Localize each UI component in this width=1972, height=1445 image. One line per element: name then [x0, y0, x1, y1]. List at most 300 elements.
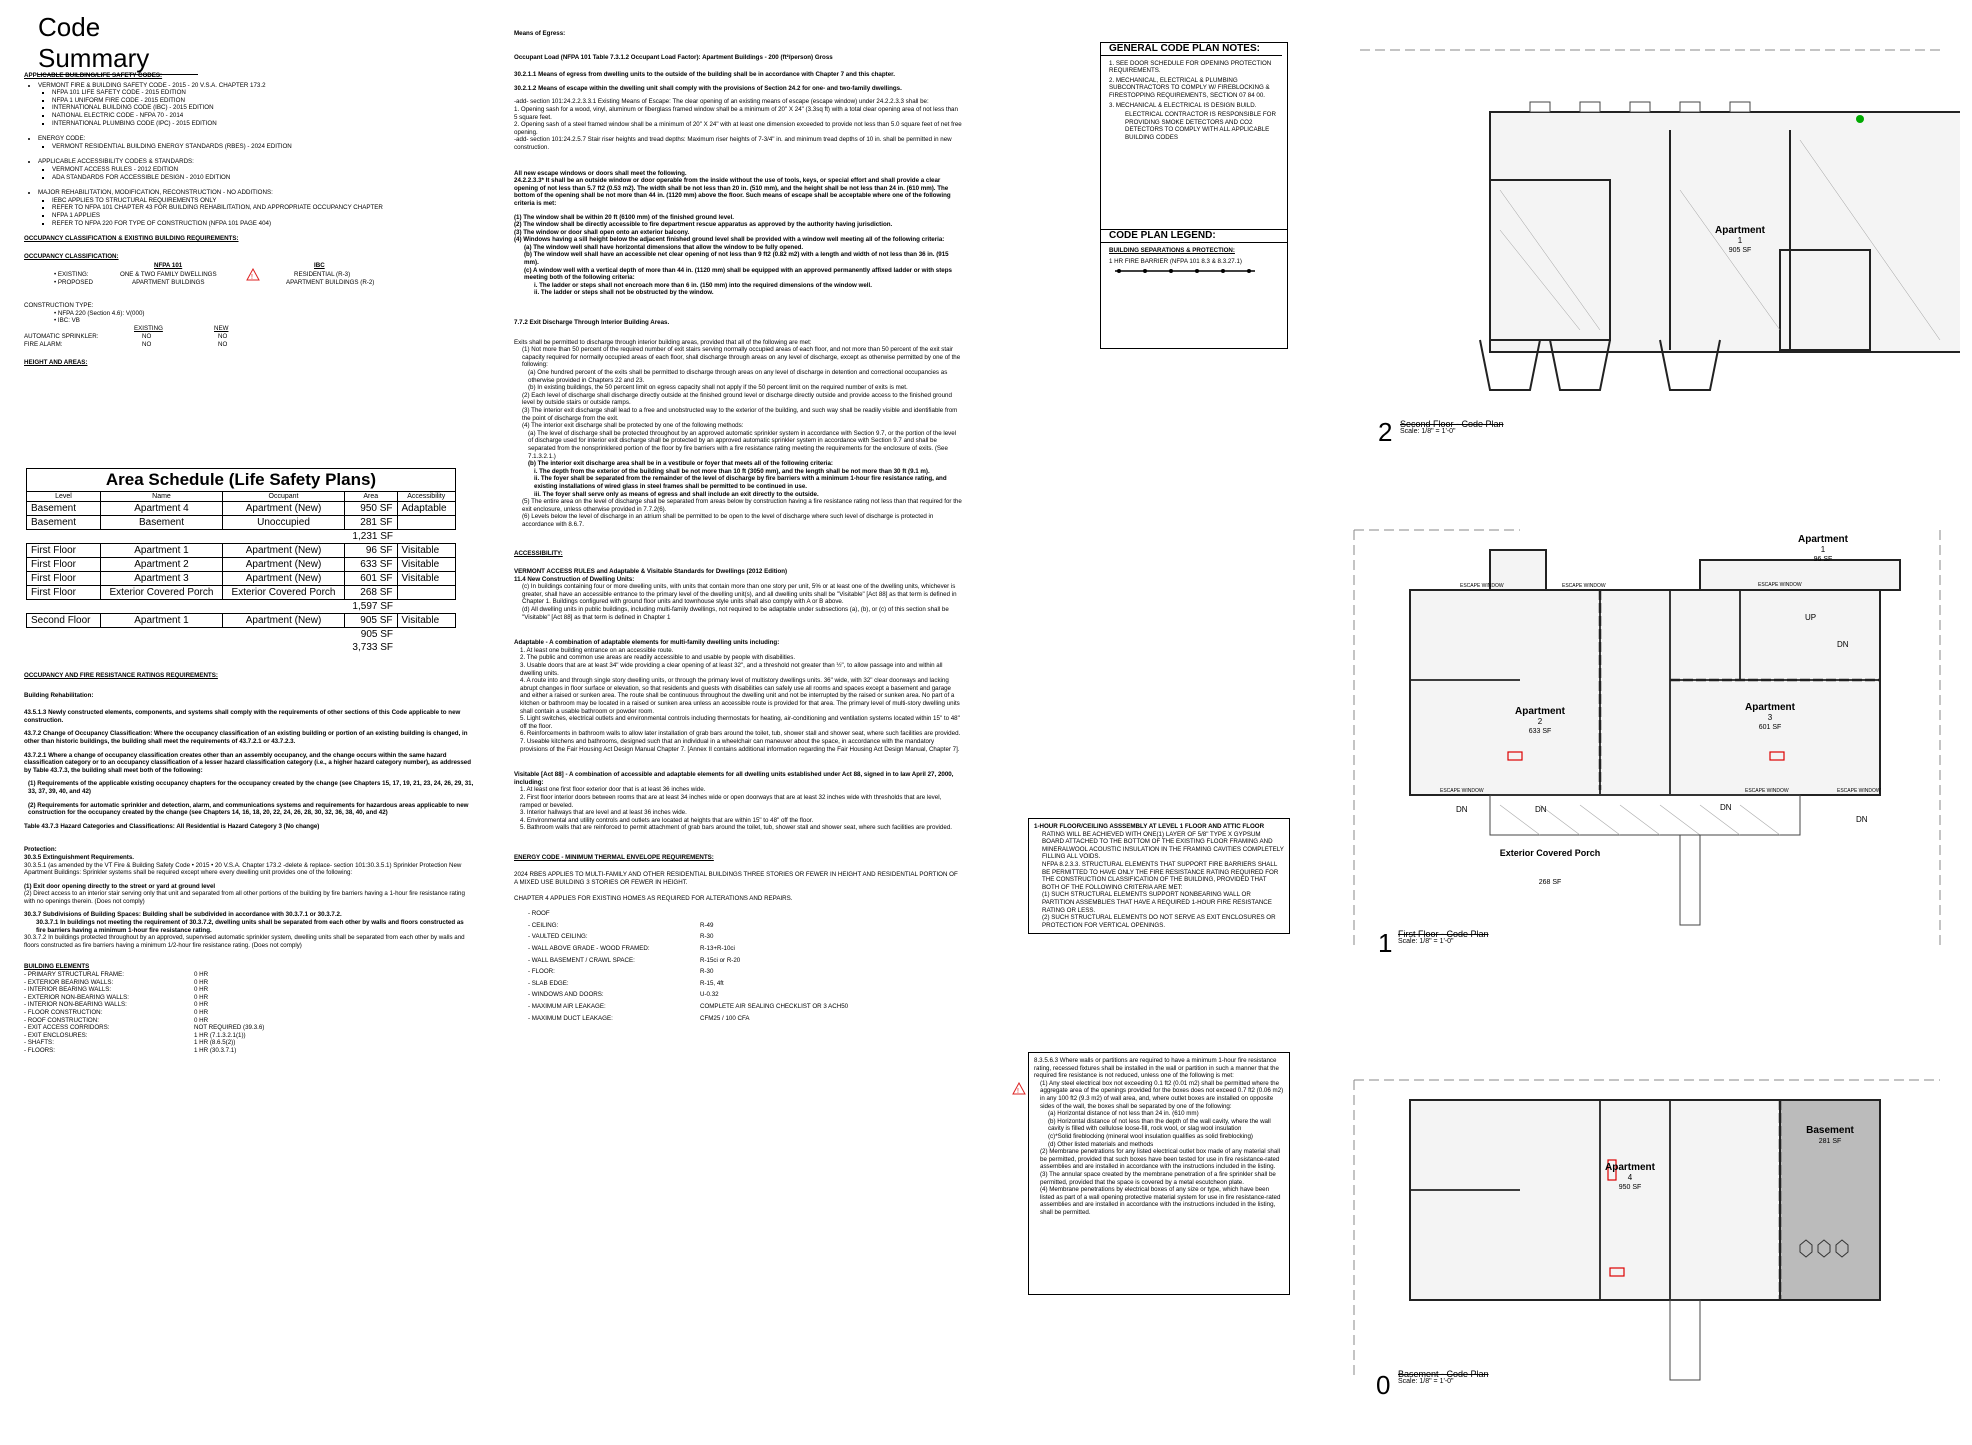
element-row: [24, 979, 474, 987]
element-value: 0 HR: [194, 1016, 209, 1024]
area-cell: Exterior Covered Porch: [100, 586, 222, 600]
first-plan-label: [1378, 928, 1392, 959]
element-label: - SHAFTS:: [24, 1039, 54, 1047]
discharge-p2: (1) Not more than 50 percent of the required number of exit stairs serving normally occupied areas of each floor, and not more than 50 percent of the exit stair capacity required for normally occupied areas of each floor, shall discharge through areas on any level of discharge, except as otherwise permitted by one of the following:: [522, 346, 961, 369]
area-cell: Exterior Covered Porch: [223, 586, 345, 600]
apt2-name: Apartment: [1514, 706, 1566, 717]
area-cell: 281 SF: [345, 516, 398, 530]
penetration-p6: (d) Other listed materials and methods: [1048, 1140, 1154, 1148]
legend-section: [1101, 229, 1287, 278]
construction-heading: CONSTRUCTION TYPE:: [24, 302, 94, 310]
access-item: 3. Interior hallways that are level and at least 36 inches wide.: [520, 809, 687, 817]
elements-heading: BUILDING ELEMENTS: [24, 963, 90, 971]
construction-0: • NFPA 220 (Section 4.6): V(000): [54, 309, 145, 317]
first-plan-title: First Floor - Code Plan: [1398, 929, 1489, 939]
occ-nfpa-1: APARTMENT BUILDINGS: [132, 279, 205, 287]
energy-p2: CHAPTER 4 APPLIES FOR EXISTING HOMES AS REQUIRED FOR ALTERATIONS AND REPAIRS.: [514, 894, 793, 902]
apt1-num: 1: [1820, 545, 1826, 554]
code-sub-item: ▪ REFER TO NFPA 220 FOR TYPE OF CONSTRUCTION (NFPA 101 PAGE 404): [52, 220, 494, 228]
area-cell: [397, 586, 455, 600]
code-sub-item: ▪ NATIONAL ELECTRIC CODE - NFPA 70 - 2014: [52, 112, 494, 120]
legend-sub: BUILDING SEPARATIONS & PROTECTION:: [1109, 246, 1235, 254]
code-group: [38, 189, 494, 227]
element-row: [24, 1047, 474, 1055]
code-sub-item: ▪ NFPA 101 LIFE SAFETY CODE - 2015 EDITION: [52, 89, 494, 97]
element-label: - EXIT ENCLOSURES:: [24, 1031, 88, 1039]
code-sub-list: [38, 197, 494, 227]
elements-list: [24, 971, 474, 1055]
egress-p12: (4) Windows having a sill height below the adjacent finished ground level shall be provided with a window well meeting all of the following criteria:: [514, 236, 945, 244]
energy-value: CFM25 / 100 CFA: [700, 1014, 750, 1022]
second-plan-title-wrap: [1400, 420, 1504, 437]
warning-triangle-icon: [1012, 1082, 1026, 1095]
egress-p5: 2. Opening sash of a steel framed window shall be a minimum of 20" X 24" with at least one dimension exceeded to provide not less than 5.0 square feet of net free opening.: [514, 121, 962, 136]
sprinkler-table: [24, 325, 494, 351]
dn-label: DN: [1856, 815, 1868, 824]
discharge-p4: (b) In existing buildings, the 50 percent limit on egress capacity shall not apply if the 50 percent limit on the required number of exits is met.: [528, 384, 908, 392]
area-cell: Apartment 3: [100, 572, 222, 586]
area-cell: Basement: [100, 516, 222, 530]
escape-window-label: ESCAPE WINDOW: [1562, 583, 1606, 589]
area-cell: Apartment 1: [100, 544, 222, 558]
sprinkler-new: NO: [218, 333, 228, 341]
access-item: 2. First floor interior doors between rooms that are at least 34 inches wide or open doorways that are at least 32 inches wide with thresholds that are level, ramped or beveled.: [520, 793, 942, 809]
discharge-heading: 7.7.2 Exit Discharge Through Interior Building Areas.: [514, 319, 670, 327]
area-cell: Apartment 2: [100, 558, 222, 572]
area-cell: First Floor: [27, 544, 101, 558]
alarm-label: FIRE ALARM:: [24, 341, 63, 349]
discharge-p11: ii. The foyer shall be separated from the remainder of the level of discharge by fire barriers with a minimum 1-hour fire resistance rating, and existing installations of wired glass in steel frames shall be permitted to be continued in use.: [534, 475, 947, 490]
dn-label: DN: [1456, 805, 1468, 814]
dn-label: DN: [1535, 805, 1547, 814]
area-total-row: [27, 628, 456, 642]
penetration-p2: (1) Any steel electrical box not exceeding 0.1 ft2 (0.01 m2) shall be permitted where the aggregate area of the openings provided for the boxes does not exceed 0.7 ft2 (0.06 m2) in any 100 ft2 (9.3 m2) of wall area, and, where outlet boxes are installed on opposite sides of the wall, the boxes shall be separated by one of the following:: [1040, 1079, 1284, 1110]
second-room-num: 1: [1737, 236, 1743, 245]
energy-label: - ROOF: [528, 910, 550, 918]
column-1: [24, 72, 494, 367]
energy-label: - MAXIMUM AIR LEAKAGE:: [528, 1003, 606, 1010]
area-cell: Apartment (New): [223, 544, 345, 558]
access-item: 4. Environmental and utility controls and outlets are located at heights that are within 15" to 48" off the floor.: [520, 816, 814, 824]
access-item: 2. The public and common use areas are readily accessible to and usable by people with disabilities.: [520, 654, 796, 662]
area-total: 905 SF: [360, 629, 394, 640]
element-label: - FLOORS:: [24, 1046, 55, 1054]
escape-window-label: ESCAPE WINDOW: [1745, 788, 1789, 794]
code-group: [38, 158, 494, 181]
discharge-p9: (b) The interior exit discharge area shall be in a vestibule or foyer that meets all of the following criteria:: [528, 460, 833, 468]
apt4-area: 950 SF: [1618, 1184, 1642, 1191]
energy-value: U-0.32: [700, 991, 719, 999]
second-plan-num: 2: [1378, 417, 1393, 447]
energy-label: - SLAB EDGE:: [528, 979, 569, 987]
area-cell: 633 SF: [345, 558, 398, 572]
area-cell: Visitable: [397, 558, 455, 572]
code-group-label: APPLICABLE ACCESSIBILITY CODES & STANDARDS:: [38, 158, 194, 166]
assembly-box: [1028, 818, 1290, 934]
code-sub-list: [38, 143, 494, 151]
area-total: 1,231 SF: [352, 531, 394, 542]
energy-row: [528, 910, 962, 918]
protection-p3: (1) Exit door opening directly to the street or yard at ground level: [24, 882, 216, 890]
discharge-p3: (a) One hundred percent of the exits shall be permitted to discharge through areas on any level of discharge in detention and correctional occupancies as otherwise provided in Chapters 22 and 23.: [528, 369, 948, 384]
element-label: - FLOOR CONSTRUCTION:: [24, 1009, 103, 1016]
code-sub-item: ▪ VERMONT ACCESS RULES - 2012 EDITION: [52, 166, 494, 174]
area-cell: Apartment (New): [223, 614, 345, 628]
general-notes-box: [1100, 42, 1288, 349]
element-value: 0 HR: [194, 1001, 209, 1009]
access-item: 7. Useable kitchens and bathrooms, designed such that an individual in a wheelchair can maneuver about the space, in accordance with the mandatory provisions of the Fair Housing Act Design Manual Chapter 7. [Annex II contains additional information regarding the Fair Housing Act Design Manual, Chapter 7].: [520, 737, 960, 753]
element-label: - INTERIOR NON-BEARING WALLS:: [24, 1001, 127, 1009]
note-bullet: ELECTRICAL CONTRACTOR IS RESPONSIBLE FOR PROVIDING SMOKE DETECTORS AND CO2 DETECTORS TO COMPLY WITH ALL APPLICABLE BUILDING CODES: [1125, 111, 1276, 141]
element-row: [24, 1024, 474, 1032]
code-sub-item: ▪ NFPA 1 APPLIES: [52, 212, 494, 220]
discharge-p5: (2) Each level of discharge shall discharge directly outside at the finished ground level or discharge directly outside and provide access to the finished ground level by outside stairs or outside ramps.: [522, 391, 952, 407]
egress-p9: (1) The window shall be within 20 ft (6100 mm) of the finished ground level.: [514, 213, 735, 221]
penetration-p9: (4) Membrane penetrations by electrical boxes of any size or type, which have been listed as part of a wall opening protective material system for use in fire resistance-rated assemblies and are installed in accordance with the instructions included in the listing, shall be permitted.: [1040, 1186, 1281, 1216]
alarm-new: NO: [218, 341, 228, 349]
access-item: 4. A route into and through single story dwelling units, or through the primary level of multistory dwellings units. 36" wide, with 32" clear doorways and lacking abrupt changes in floor surface or elevation, so that residents and guests with disabilities can safely use all rooms and spaces except a basement and garage and either a raised or sunken area. The route shall be continuous throughout the dwelling unit and not be interrupted by the raised or sunken area. No part of a kitchen or bathroom may be located in a raised or sunken area unless an accessible route is provided for that area. The primary level of multi-story dwelling units shall contain a usable bathroom or powder room.: [520, 677, 960, 715]
assembly-item: NFPA 8.2.3.3. STRUCTURAL ELEMENTS THAT SUPPORT FIRE BARRIERS SHALL BE PERMITTED TO HAVE ONLY THE FIRE RESISTANCE RATING REQUIRED FOR THE CONSTRUCTION CLASSIFICATION OF THE BUILDING, PROVIDED THAT BOTH OF THE FOLLOWING CRITERIA ARE MET:: [1042, 860, 1279, 891]
column-2: [514, 30, 962, 1026]
apt3-area: 601 SF: [1758, 724, 1782, 731]
element-row: [24, 986, 474, 994]
dn-label: DN: [1837, 640, 1849, 649]
energy-label: - VAULTED CEILING:: [528, 933, 588, 941]
area-schedule-title: Area Schedule (Life Safety Plans): [27, 469, 456, 492]
area-cell: 601 SF: [345, 572, 398, 586]
code-sub-item: ▪ IEBC APPLIES TO STRUCTURAL REQUIREMENTS ONLY: [52, 197, 494, 205]
legend-item: 1 HR FIRE BARRIER (NFPA 101 8.3 & 8.3.27.1): [1109, 258, 1242, 266]
area-cell: 905 SF: [345, 614, 398, 628]
second-plan-scale: Scale: 1/8" = 1'-0": [1400, 428, 1456, 436]
element-value: 1 HR (7.1.3.2.1(1)): [194, 1031, 246, 1039]
discharge-p1: Exits shall be permitted to discharge through interior building areas, provided that all of the following are met:: [514, 338, 812, 346]
area-header-cell: Occupant: [223, 492, 345, 502]
energy-value: R-15ci or R-20: [700, 956, 741, 964]
porch-area: 268 SF: [1538, 879, 1562, 886]
fire-barrier-line-icon: [1115, 266, 1255, 276]
discharge-p13: (5) The entire area on the level of discharge shall be separated from areas below by construction having a fire resistance rating not less than that required for the exit enclosure, unless otherwise provided in 7.7.2(6).: [522, 498, 962, 513]
area-cell: First Floor: [27, 558, 101, 572]
apt4-name: Apartment: [1604, 1162, 1656, 1173]
egress-heading: Means of Egress:: [514, 30, 566, 37]
area-header-cell: Level: [27, 492, 101, 502]
code-group-label: MAJOR REHABILITATION, MODIFICATION, RECONSTRUCTION - NO ADDITIONS:: [38, 189, 273, 197]
accessibility-sub: VERMONT ACCESS RULES and Adaptable & Visitable Standards for Dwellings (2012 Edition): [514, 568, 788, 576]
energy-label: - WALL ABOVE GRADE - WOOD FRAMED:: [528, 945, 650, 953]
energy-label: - WINDOWS AND DOORS:: [528, 991, 604, 999]
vent-icon: [1856, 115, 1864, 123]
dn-label: DN: [1720, 803, 1732, 812]
discharge-p14: (6) Levels below the level of discharge in an atrium shall be permitted to be open to the level of discharge where such level of discharge is protected in accordance with 8.6.7.: [522, 513, 934, 528]
codes-ul: [24, 82, 494, 228]
area-cell: Unoccupied: [223, 516, 345, 530]
element-value: 0 HR: [194, 971, 209, 979]
egress-p7: All new escape windows or doors shall meet the following.: [514, 169, 687, 177]
egress-p1: 30.2.1.1 Means of egress from dwelling units to the outside of the building shall be in accordance with Chapter 7 and this chapter.: [514, 71, 895, 79]
page-title: Code Summary: [38, 12, 198, 75]
second-plan-title: Second Floor - Code Plan: [1400, 419, 1504, 429]
area-cell: Visitable: [397, 544, 455, 558]
warning-triangle-icon: [246, 268, 260, 281]
egress-p15: (c) A window well with a vertical depth of more than 44 in. (1120 mm) shall be equipped with an approved permanently affixed ladder or with steps meeting both of the following criteria:: [524, 266, 952, 282]
access-item: 5. Bathroom walls that are reinforced to permit attachment of grab bars around the toilet, tub, shower stall and shower seat, where such facilities are provided.: [520, 824, 952, 832]
area-total-row: [27, 641, 456, 654]
egress-p4: 1. Opening sash for a wood, vinyl, aluminum or fiberglass framed window shall be a minimum of 20" X 24" (3.3sq ft) with a total clear opening area of not less than 5 square feet.: [514, 105, 958, 121]
element-label: - EXTERIOR NON-BEARING WALLS:: [24, 993, 129, 1001]
egress-p16: i. The ladder or steps shall not encroach more than 6 in. (150 mm) into the required dimensions of the window well.: [534, 281, 872, 289]
rehab-heading: Building Rehabilitation:: [24, 691, 94, 699]
area-header-cell: Name: [100, 492, 222, 502]
visitable-list: [514, 786, 962, 832]
assembly-item: (2) SUCH STRUCTURAL ELEMENTS DO NOT SERVE AS EXIT ENCLOSURES OR PROTECTION FOR VERTICAL OPENINGS.: [1042, 914, 1276, 929]
energy-row: [528, 957, 962, 965]
element-label: - ROOF CONSTRUCTION:: [24, 1016, 99, 1024]
notes-list: [1101, 56, 1287, 146]
egress-p8: 24.2.2.3.3* It shall be an outside window or door operable from the inside without the use of tools, keys, or special effort and shall provide a clear opening of not less than 5.7 ft2 (0.53 m2). The width shall be not less than 20 in. (510 mm), and the height shall be not less than 24 in. (610 mm). The bottom of the opening shall be not more than 44 in. (1120 mm) above the floor. Such means of escape shall be acceptable where one of the following criteria is met:: [514, 177, 951, 207]
second-room-name: Apartment: [1714, 225, 1766, 236]
escape-window-label: ESCAPE WINDOW: [1460, 583, 1504, 589]
area-row: [27, 544, 456, 558]
protection-p2: 30.3.5.1 (as amended by the VT Fire & Building Safety Code • 2015 • 20 V.S.A. Chapter 173.2 -delete & replace- section 101:30.3.5.1) Sprinkler Protection New Apartment Buildings: Sprinkler systems shall be required except where every dwelling unit provides one of the following:: [24, 861, 462, 877]
egress-p17: ii. The ladder or steps shall not be obstructed by the window.: [534, 289, 714, 297]
alarm-existing: NO: [142, 341, 152, 349]
energy-row: [528, 945, 962, 953]
energy-list: [514, 910, 962, 1022]
porch-name: Exterior Covered Porch: [1499, 848, 1601, 858]
first-plan-num: 1: [1378, 928, 1393, 958]
basement-plan: [1340, 1060, 1960, 1390]
energy-label: - CEILING:: [528, 921, 559, 929]
basement-plan-num: 0: [1376, 1370, 1391, 1400]
discharge-p8: (a) The level of discharge shall be protected throughout by an approved automatic sprinkler system in accordance with Section 9.7, or the portion of the level of discharge used for interior exit discharge shall be protected by an approved automatic sprinkler system in accordance with Section 9.7 and shall be separated from the nonsprinklered portion of the floor by fire barriers with a fire resistance rating meeting the requirements for the enclosure of exits. (See 7.1.3.2.1.): [528, 429, 957, 460]
code-group-label: ENERGY CODE:: [38, 135, 86, 143]
area-cell: Apartment (New): [223, 502, 345, 516]
energy-value: R-30: [700, 968, 714, 976]
discharge-p6: (3) The interior exit discharge shall lead to a free and unobstructed way to the exterior of the building, and such way shall be readily visible and identifiable from the point of discharge from the exit.: [522, 406, 958, 422]
discharge-p7: (4) The interior exit discharge shall be protected by one of the following methods:: [522, 422, 744, 430]
occupancy-sub: OCCUPANCY CLASSIFICATION:: [24, 252, 119, 260]
element-value: 0 HR: [194, 993, 209, 1001]
area-cell: 96 SF: [345, 544, 398, 558]
energy-value: R-49: [700, 921, 714, 929]
code-sub-item: ▪ VERMONT RESIDENTIAL BUILDING ENERGY STANDARDS (RBES) - 2024 EDITION: [52, 143, 494, 151]
escape-window-label: ESCAPE WINDOW: [1837, 788, 1881, 794]
first-plan-title-wrap: [1398, 930, 1489, 947]
area-row: [27, 586, 456, 600]
notes-title: GENERAL CODE PLAN NOTES:: [1101, 43, 1282, 56]
protection-p4: (2) Direct access to an interior stair serving only that unit and separated from all other portions of the building by fire barriers having a 1-hour fire resistance rating with no openings therein. (Does not comply): [24, 890, 465, 905]
second-floor-plan: [1340, 40, 1960, 450]
area-cell: Visitable: [397, 572, 455, 586]
rehab-p2: 43.7.2 Change of Occupancy Classification: Where the occupancy classification of an existing building or portion of an existing building is changed, in other than historic buildings, the building shall meet the requirements of 43.7.2.1 or 43.7.2.3.: [24, 730, 468, 745]
egress-p14: (b) The window well shall have an accessible net clear opening of not less than 9 ft2 (0.82 m2) with a length and width of not less than 36 in. (915 mm).: [524, 251, 949, 267]
assembly-list: [1034, 831, 1284, 930]
penetration-p4: (b) Horizontal distance of not less than the depth of the wall cavity, where the wall cavity is filled with cellulose loose-fill, rock wool, or slag wool insulation: [1048, 1117, 1271, 1133]
area-cell: Apartment 4: [100, 502, 222, 516]
sprinkler-new-col: NEW: [214, 325, 229, 333]
egress-p11: (3) The window or door shall open onto an exterior balcony.: [514, 228, 690, 236]
access-item: 3. Usable doors that are at least 34" wide providing a clear opening of at least 32", and a threshold not greater than ½", to allow passage into and within all dwelling units.: [520, 662, 943, 677]
basement-plan-scale: Scale: 1/8" = 1'-0": [1398, 1378, 1454, 1386]
legend-title: CODE PLAN LEGEND:: [1101, 230, 1287, 243]
applicable-codes-list: [24, 82, 494, 228]
area-cell: 268 SF: [345, 586, 398, 600]
occupancy-table: [24, 262, 494, 298]
first-floor-plan: [1340, 520, 1960, 960]
area-cell: First Floor: [27, 572, 101, 586]
accessibility-p3: (d) All dwelling units in public buildings, including multi-family dwellings, not required to be adaptable under subsections (a), (b), or (c) of this section shall be "Visitable" [Act 88] as that term is defined in Chapter 1: [522, 606, 949, 621]
second-plan-label: [1378, 417, 1392, 448]
area-total-row: [27, 600, 456, 614]
nfpa-col: NFPA 101: [154, 262, 183, 270]
element-value: 1 HR (30.3.7.1): [194, 1046, 237, 1054]
element-row: [24, 1032, 474, 1040]
apt4-num: 4: [1627, 1173, 1633, 1182]
escape-window-label: ESCAPE WINDOW: [1440, 788, 1484, 794]
area-cell: 950 SF: [345, 502, 398, 516]
area-header-cell: Area: [345, 492, 398, 502]
code-group: [38, 135, 494, 150]
apt2-area: 633 SF: [1528, 728, 1552, 735]
element-value: 0 HR: [194, 1009, 209, 1016]
area-cell: Apartment (New): [223, 558, 345, 572]
applicable-heading: APPLICABLE BUILDING/LIFE SAFETY CODES:: [24, 72, 163, 79]
column-1-lower: [24, 672, 474, 1055]
protection-p7: 30.3.7.2 In buildings protected throughout by an approved, supervised automatic sprinkler system, dwelling units shall be separated from each other by walls and floors constructed as fire barriers having a minimum 1/2-hour fire resistance rating. (Does not comply): [24, 934, 465, 949]
occ-ibc-1: APARTMENT BUILDINGS (R-2): [286, 279, 375, 287]
access-item: 1. At least one building entrance on an accessible route.: [520, 646, 674, 654]
energy-heading: ENERGY CODE - MINIMUM THERMAL ENVELOPE REQUIREMENTS:: [514, 853, 714, 861]
note-item: 2. MECHANICAL, ELECTRICAL & PLUMBING SUBCONTRACTORS TO COMPLY W/ FIREBLOCKING & FIRESTOPPING REQUIREMENTS, SECTION 07 84 00.: [1109, 76, 1270, 99]
area-row: [27, 516, 456, 530]
energy-row: [528, 922, 962, 930]
assembly-title: 1-HOUR FLOOR/CEILING ASSSEMBLY AT LEVEL 1 FLOOR AND ATTIC FLOOR: [1034, 823, 1265, 830]
egress-p6: -add- section 101:24.2.5.7 Stair riser heights and tread depths: Maximum riser heights of 7-3/4" in. and minimum tread depths of 10 in. shall be permitted in new construction.: [514, 136, 952, 151]
rehab-p3: 43.7.2.1 Where a change of occupancy classification creates other than an assembly occupancy, and the change occurs within the same hazard classification category or to an occupancy classification of a lesser hazard classification category (i.e., a higher hazard category number), as addressed by Table 43.7.3, the building shall meet both of the following:: [24, 751, 472, 774]
second-room-area: 905 SF: [1728, 247, 1752, 254]
area-header-cell: Accessibility: [397, 492, 455, 502]
egress-occ-load: Occupant Load (NFPA 101 Table 7.3.1.2 Occupant Load Factor): Apartment Buildings - 200 (ft²/person) Gross: [514, 53, 833, 61]
apt2-num: 2: [1537, 717, 1543, 726]
code-sub-list: [38, 89, 494, 127]
egress-p3: -add- section 101:24.2.2.3.3.1 Existing Means of Escape: The clear opening of an existing means of escape (escape window) under 24.2.2.3.3 shall be:: [514, 98, 929, 106]
energy-row: [528, 1015, 962, 1023]
element-value: NOT REQUIRED (39.3.6): [194, 1024, 265, 1032]
element-label: - PRIMARY STRUCTURAL FRAME:: [24, 971, 124, 979]
sprinkler-existing-col: EXISTING: [134, 325, 163, 333]
code-sub-list: [38, 166, 494, 181]
assembly-item: RATING WILL BE ACHIEVED WITH ONE(1) LAYER OF 5/8" TYPE X GYPSUM BOARD ATTACHED TO THE BOTTOM OF THE EXISTING FLOOR FRAMING AND MINERALWOOL ACOUSTIC INSULATION IN THE FRAMING CAVITIES COMPLETELY FILLING ALL VOIDS.: [1042, 830, 1284, 861]
occ-nfpa-0: ONE & TWO FAMILY DWELLINGS: [120, 271, 217, 279]
construction-1: • IBC: VB: [54, 317, 80, 325]
basement-plan-title-wrap: [1398, 1370, 1489, 1387]
area-row: [27, 572, 456, 586]
penetration-p3: (a) Horizontal distance of not less than 24 in. (610 mm): [1048, 1110, 1199, 1118]
area-cell: Apartment (New): [223, 572, 345, 586]
penetration-p1: 8.3.5.6.3 Where walls or partitions are required to have a minimum 1-hour fire resistance rating, recessed fixtures shall be installed in the wall or partition in such a manner that the required fire resistance is not reduced, unless one of the following is met:: [1034, 1057, 1279, 1080]
visitable-intro: Visitable [Act 88] - A combination of accessible and adaptable elements for all dwelling units established under Act 88, signed in to law April 27, 2000, including:: [514, 771, 954, 786]
protection-p6: 30.3.7.1 In buildings not meeting the requirement of 30.3.7.2, dwelling units shall be separated from each other by walls and floors constructed as fire barriers having a minimum 1-hour fire resistance rating.: [36, 919, 464, 934]
svg-text:!: !: [1017, 1088, 1019, 1095]
basement-area: 281 SF: [1818, 1138, 1842, 1145]
element-value: 0 HR: [194, 978, 209, 986]
energy-row: [528, 933, 962, 941]
escape-window-label: ESCAPE WINDOW: [1758, 582, 1802, 588]
accessibility-heading: ACCESSIBILITY:: [514, 550, 563, 558]
first-plan-scale: Scale: 1/8" = 1'-0": [1398, 938, 1454, 946]
apt3-name: Apartment: [1744, 702, 1796, 713]
element-row: [24, 994, 474, 1002]
apt1-area: 96 SF: [1813, 556, 1833, 563]
element-value: 0 HR: [194, 986, 209, 994]
note-item: 3. MECHANICAL & ELECTRICAL IS DESIGN BUILD.: [1109, 101, 1257, 109]
penetration-p5: (c)*Solid fireblocking (mineral wool insulation qualifies as solid fireblocking): [1048, 1132, 1253, 1140]
discharge-p10: i. The depth from the exterior of the building shall be not more than 10 ft (3050 mm), and the length shall be not more than 30 ft (9.1 m).: [534, 467, 930, 475]
area-cell: Basement: [27, 502, 101, 516]
energy-value: COMPLETE AIR SEALING CHECKLIST OR 3 ACH50: [700, 1003, 849, 1010]
energy-row: [528, 968, 962, 976]
ibc-col: IBC: [314, 262, 325, 270]
area-total: 3,733 SF: [352, 642, 394, 653]
penetration-p7: (2) Membrane penetrations for any listed electrical outlet box made of any material shall be permitted, provided that such boxes have been tested for use in fire resistance-rated assemblies and are installed in accordance with the instructions included in the listing.: [1040, 1148, 1281, 1171]
area-cell: Visitable: [397, 614, 455, 628]
code-sub-item: ▪ NFPA 1 UNIFORM FIRE CODE - 2015 EDITION: [52, 97, 494, 105]
occ-fire-heading: OCCUPANCY AND FIRE RESISTANCE RATINGS REQUIREMENTS:: [24, 672, 218, 679]
energy-value: R-30: [700, 933, 714, 941]
sprinkler-existing: NO: [142, 333, 152, 341]
code-group: [38, 82, 494, 128]
area-cell: Adaptable: [397, 502, 455, 516]
element-value: 1 HR (8.6.5(2)): [194, 1039, 236, 1047]
element-label: - EXIT ACCESS CORRIDORS:: [24, 1024, 110, 1032]
area-cell: Second Floor: [27, 614, 101, 628]
code-sub-item: ▪ ADA STANDARDS FOR ACCESSIBLE DESIGN - 2010 EDITION: [52, 174, 494, 182]
protection-heading: Protection:: [24, 846, 57, 854]
occ-label-0: • EXISTING:: [54, 271, 89, 279]
access-item: 5. Light switches, electrical outlets and environmental controls including thermostats for heating, air-conditioning and ventilation systems located within 15" to 48" off the floor.: [520, 715, 960, 730]
sprinkler-label: AUTOMATIC SPRINKLER:: [24, 333, 99, 341]
occ-ibc-0: RESIDENTIAL (R-3): [294, 271, 351, 279]
apt3-num: 3: [1767, 713, 1773, 722]
energy-row: [528, 980, 962, 988]
energy-label: - FLOOR:: [528, 968, 555, 976]
area-row: [27, 502, 456, 516]
apt1-name: Apartment: [1797, 534, 1849, 545]
energy-row: [528, 1003, 962, 1011]
energy-row: [528, 991, 962, 999]
area-row: [27, 614, 456, 628]
basement-plan-title: Basement - Code Plan: [1398, 1369, 1489, 1379]
discharge-p12: iii. The foyer shall serve only as means of egress and shall include an exit directly to the outside.: [534, 490, 819, 498]
area-cell: [397, 516, 455, 530]
area-schedule: [26, 468, 456, 654]
occupancy-heading: OCCUPANCY CLASSIFICATION & EXISTING BUILDING REQUIREMENTS:: [24, 235, 239, 243]
basement-name: Basement: [1806, 1125, 1854, 1136]
area-cell: Basement: [27, 516, 101, 530]
up-label: UP: [1805, 613, 1817, 622]
accessibility-p2: (c) In buildings containing four or more dwelling units, with units that contain more than one story per unit, 5% or at least one of the dwelling units, whichever is greater, shall have an accessible entrance to the primary level of the dwelling unit(s), and all dwelling units shall be "Visitable" [Act 88] as that term is defined in Chapter 1. Buildings configured with ground floor units and townhouse style units shall also comply with A or B above.: [522, 583, 957, 606]
protection-p1: 30.3.5 Extinguishment Requirements.: [24, 853, 135, 861]
access-item: 6. Reinforcements in bathroom walls to allow later installation of grab bars around the toilet, tub, shower stall and shower seat, where such facilities are provided.: [520, 730, 961, 738]
element-label: - EXTERIOR BEARING WALLS:: [24, 978, 114, 986]
assembly-item: (1) SUCH STRUCTURAL ELEMENTS SUPPORT NONBEARING WALL OR PARTITION ASSEMBLIES THAT HAVE A REQUIRED 1-HOUR FIRE RESISTANCE RATING OR LESS.: [1042, 891, 1272, 914]
code-sub-item: ▪ INTERNATIONAL PLUMBING CODE (IPC) - 2015 EDITION: [52, 120, 494, 128]
energy-label: - WALL BASEMENT / CRAWL SPACE:: [528, 956, 635, 964]
element-row: [24, 1001, 474, 1009]
egress-p13: (a) The window well shall have horizontal dimensions that allow the window to be fully opened.: [524, 243, 804, 251]
area-cell: First Floor: [27, 586, 101, 600]
